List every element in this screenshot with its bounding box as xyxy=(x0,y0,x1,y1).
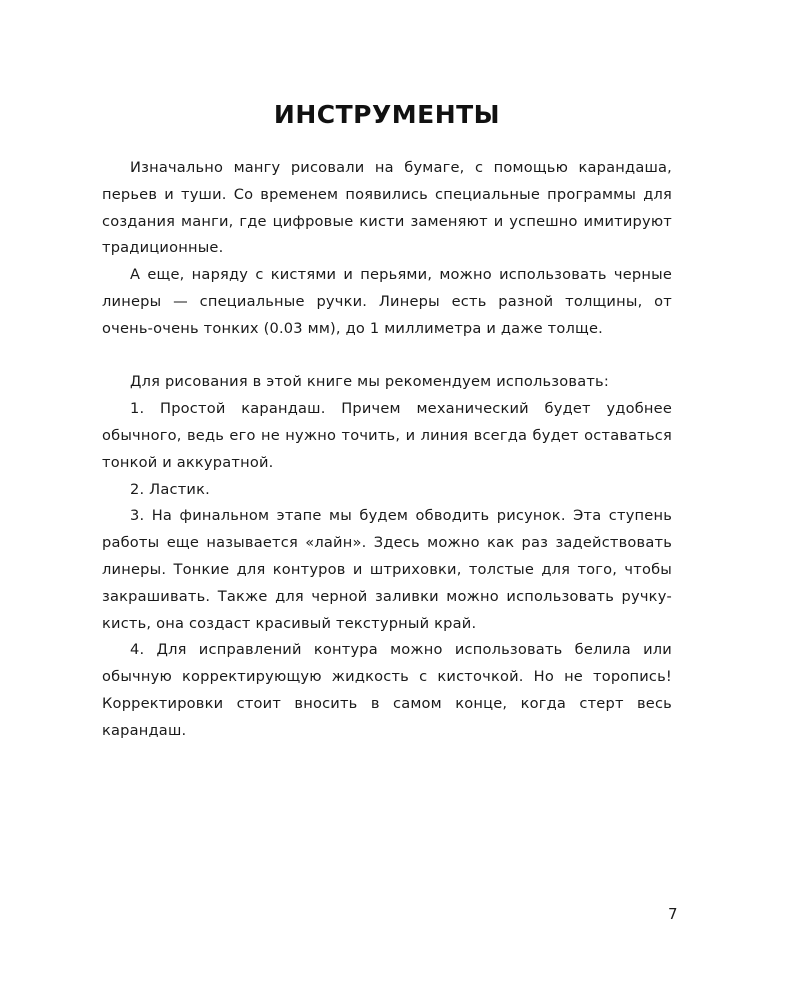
list-item-liners: 3. На финальном этапе мы будем обводить рисунок. Эта ступень работы еще называется «лайн». Здесь можно как раз задействовать линеры. Тонкие для контуров и штриховки, толстые для того, чтобы закрашивать. Также для черной заливки можно использовать ручку-кисть, она создаст красивый текстурный край. xyxy=(102,507,672,632)
page-content xyxy=(102,100,672,745)
list-item-eraser: 2. Ластик. xyxy=(130,480,210,498)
paragraph-gap xyxy=(102,343,672,370)
page-title: ИНСТРУМЕНТЫ xyxy=(273,100,501,129)
list-item-correction: 4. Для исправлений контура можно использовать белила или обычную корректирующую жидкость с кисточкой. Но не торопись! Корректировки стоит вносить в самом конце, когда стерт весь карандаш. xyxy=(102,641,672,739)
page-number: 7 xyxy=(668,905,678,923)
paragraph-intro-1: Изначально мангу рисовали на бумаге, с помощью карандаша, перьев и туши. Со временем появились специальные программы для создания манги, где цифровые кисти заменяют и успешно имитируют традиционные. xyxy=(102,159,672,257)
recommend-intro: Для рисования в этой книге мы рекомендуем использовать: xyxy=(130,373,609,391)
paragraph-intro-2: А еще, наряду с кистями и перьями, можно использовать черные линеры — специальные ручки. Линеры есть разной толщины, от очень-очень тонких (0.03 мм), до 1 миллиметра и даже толще. xyxy=(102,266,672,337)
list-item-pencil: 1. Простой карандаш. Причем механический будет удобнее обычного, ведь его не нужно точить, и линия всегда будет оставаться тонкой и аккуратной. xyxy=(102,400,672,471)
